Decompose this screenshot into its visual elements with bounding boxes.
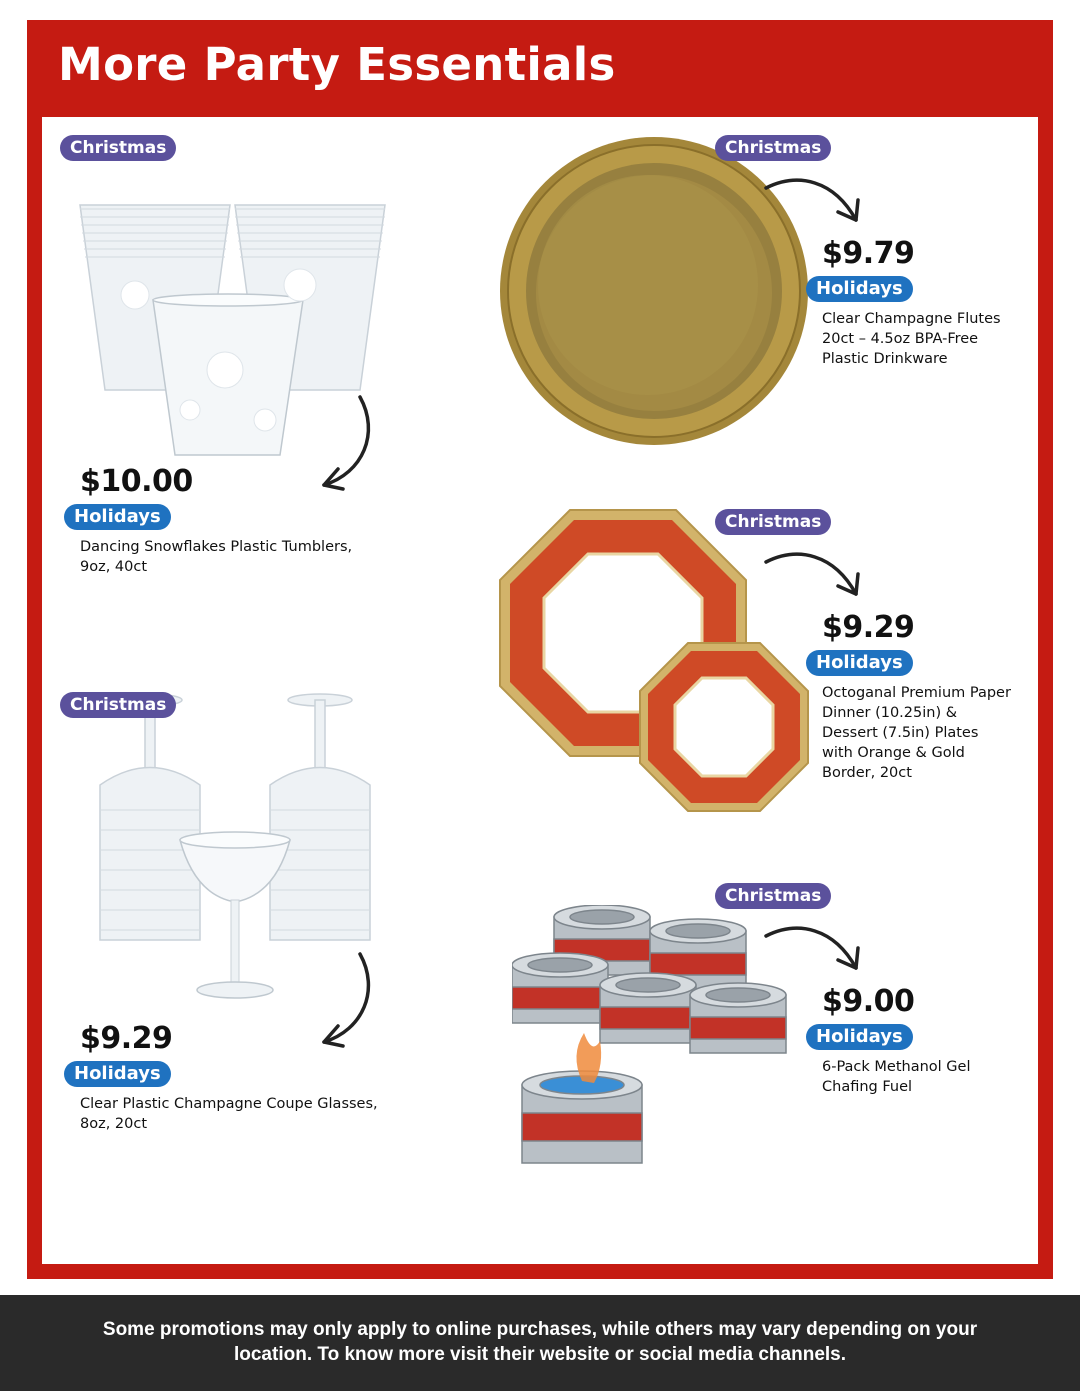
product-price: $10.00 xyxy=(80,464,193,499)
page-title: More Party Essentials xyxy=(58,38,616,91)
category-badge[interactable]: Christmas xyxy=(60,135,176,161)
product-description: Clear Plastic Champagne Coupe Glasses, 8oz, 20ct xyxy=(80,1096,378,1132)
chafing-fuel-cans-image[interactable] xyxy=(512,905,792,1175)
product-price: $9.29 xyxy=(80,1021,173,1056)
category-badge[interactable]: Christmas xyxy=(715,135,831,161)
promo-badge[interactable]: Holidays xyxy=(806,276,913,302)
footer-disclaimer: Some promotions may only apply to online purchases, while others may vary depending on your location. To know more visit their website or social media channels. xyxy=(102,1319,978,1365)
promo-badge[interactable]: Holidays xyxy=(64,1061,171,1087)
category-badge[interactable]: Christmas xyxy=(715,509,831,535)
category-badge[interactable]: Christmas xyxy=(715,883,831,909)
category-badge[interactable]: Christmas xyxy=(60,692,176,718)
product-price: $9.00 xyxy=(822,984,915,1019)
product-price: $9.29 xyxy=(822,610,915,645)
product-description: Dancing Snowflakes Plastic Tumblers, 9oz, 40ct xyxy=(80,539,353,575)
curved-arrow-icon xyxy=(318,393,378,493)
curved-arrow-icon xyxy=(762,546,862,601)
curved-arrow-icon xyxy=(762,920,862,975)
promo-badge[interactable]: Holidays xyxy=(806,650,913,676)
product-description: Octoganal Premium Paper Dinner (10.25in) & Dessert (7.5in) Plates with Orange & Gold Border, 20ct xyxy=(822,685,1011,781)
promo-badge[interactable]: Holidays xyxy=(806,1024,913,1050)
curved-arrow-icon xyxy=(318,950,378,1050)
product-description: 6-Pack Methanol Gel Chafing Fuel xyxy=(822,1059,971,1095)
curved-arrow-icon xyxy=(762,172,862,227)
product-description: Clear Champagne Flutes 20ct – 4.5oz BPA-Free Plastic Drinkware xyxy=(822,311,1001,367)
promo-badge[interactable]: Holidays xyxy=(64,504,171,530)
product-price: $9.79 xyxy=(822,236,915,271)
